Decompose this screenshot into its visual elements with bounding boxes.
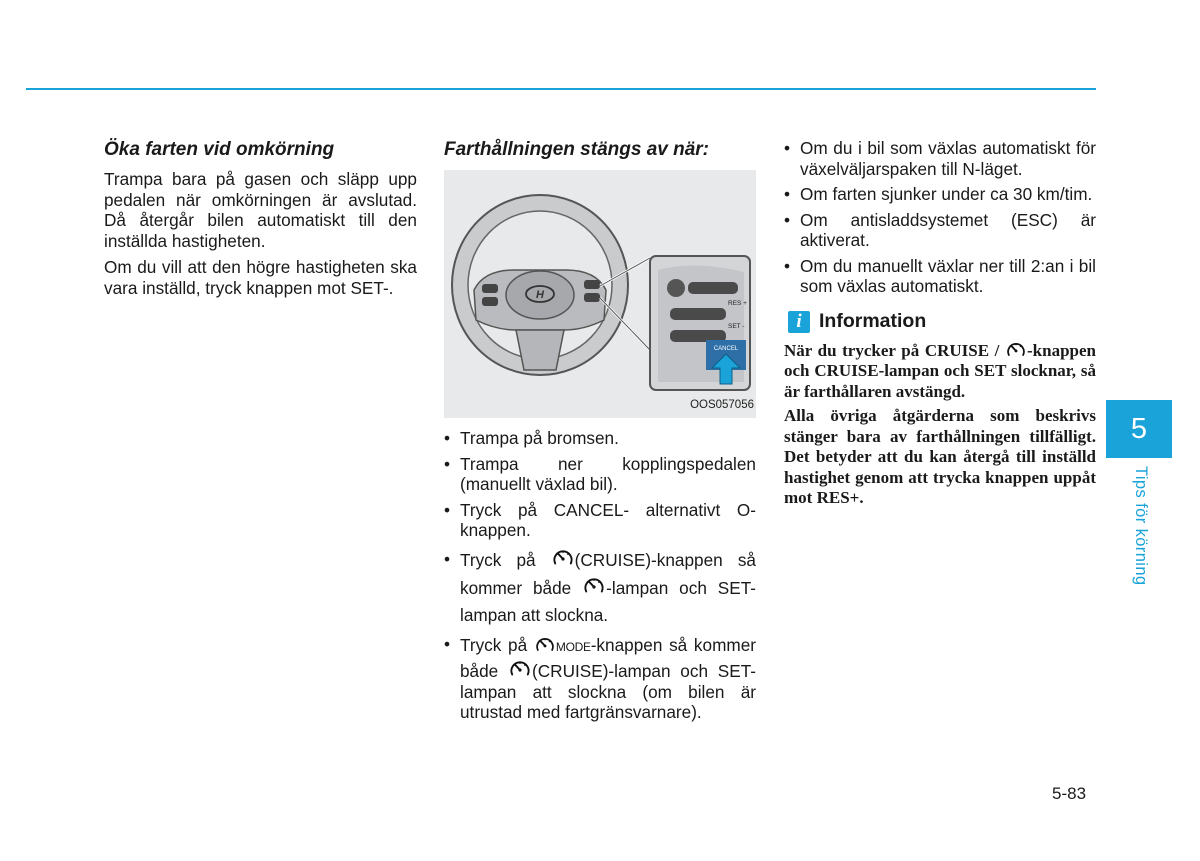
list-item: • Tryck på CANCEL- alternativt O-knappen. [444, 500, 756, 541]
figure-code: OOS057056 [690, 398, 754, 411]
cruise-mode-icon [534, 634, 556, 656]
list-item: • Tryck på MODE-knappen så kommer både (CRUISE)-lampan och SET-lampan att slockna (om bilen är utrustad med fartgränsvarnare). [444, 634, 756, 723]
information-text-1: När du trycker på CRUISE / -knappen och CRUISE-lampan och SET slocknar, så är farthållaren avstängd. [784, 340, 1096, 401]
inset-label-set: SET - [728, 323, 745, 330]
cruise-icon [1005, 339, 1027, 361]
information-text-2: Alla övriga åtgärderna som beskrivs stänger bara av farthållningen tillfälligt. Det betyder att du kan återgå till inställd hastighet genom att trycka knappen uppåt mot RES+. [784, 406, 1096, 507]
list-item: • Om antisladdsystemet (ESC) är aktiverat. [784, 210, 1096, 251]
list-item: • Tryck på (CRUISE)-knappen så kommer både -lampan och SET-lampan att slockna. [444, 546, 756, 629]
information-title: Information [819, 310, 927, 333]
page-number: 5-83 [1052, 784, 1087, 803]
top-rule [26, 88, 1096, 90]
steering-wheel-illustration [444, 170, 756, 418]
cruise-icon [582, 574, 606, 598]
information-header [788, 311, 1096, 333]
cruise-icon [508, 657, 532, 681]
list-item: • Trampa ner kopplingspedalen (manuellt växlad bil). [444, 454, 756, 495]
steering-wheel-figure [444, 170, 756, 418]
cruise-icon [551, 546, 575, 570]
section-heading-cancel: Farthållningen stängs av när: [444, 139, 709, 160]
paragraph-overtake: Trampa bara på gasen och släpp upp pedalen när omkörningen är avslutad. Då återgår bilen automatiskt till den inställda hastigheten. [104, 169, 417, 251]
list-item: • Om farten sjunker under ca 30 km/tim. [784, 184, 1096, 205]
chapter-label: Tips för körning [1132, 466, 1150, 586]
column-middle [444, 138, 756, 728]
section-heading-overtake: Öka farten vid omkörning [104, 139, 335, 160]
inset-label-cancel: CANCEL [713, 346, 739, 352]
chapter-number-tab: 5 [1106, 400, 1172, 458]
more-cancel-conditions-list [784, 138, 1096, 297]
inset-label-res: RES + [728, 300, 747, 307]
info-icon: i [788, 311, 810, 333]
column-left [104, 138, 417, 304]
list-item: • Trampa på bromsen. [444, 428, 756, 449]
column-right [784, 138, 1096, 513]
list-item: • Om du manuellt växlar ner till 2:an i bil som växlas automatiskt. [784, 256, 1096, 297]
paragraph-set-higher: Om du vill att den högre hastigheten ska vara inställd, tryck knappen mot SET-. [104, 257, 417, 298]
svg-text:H: H [536, 289, 544, 301]
cancel-conditions-list [444, 428, 756, 723]
list-item: • Om du i bil som växlas automatiskt för växelväljarspaken till N-läget. [784, 138, 1096, 179]
